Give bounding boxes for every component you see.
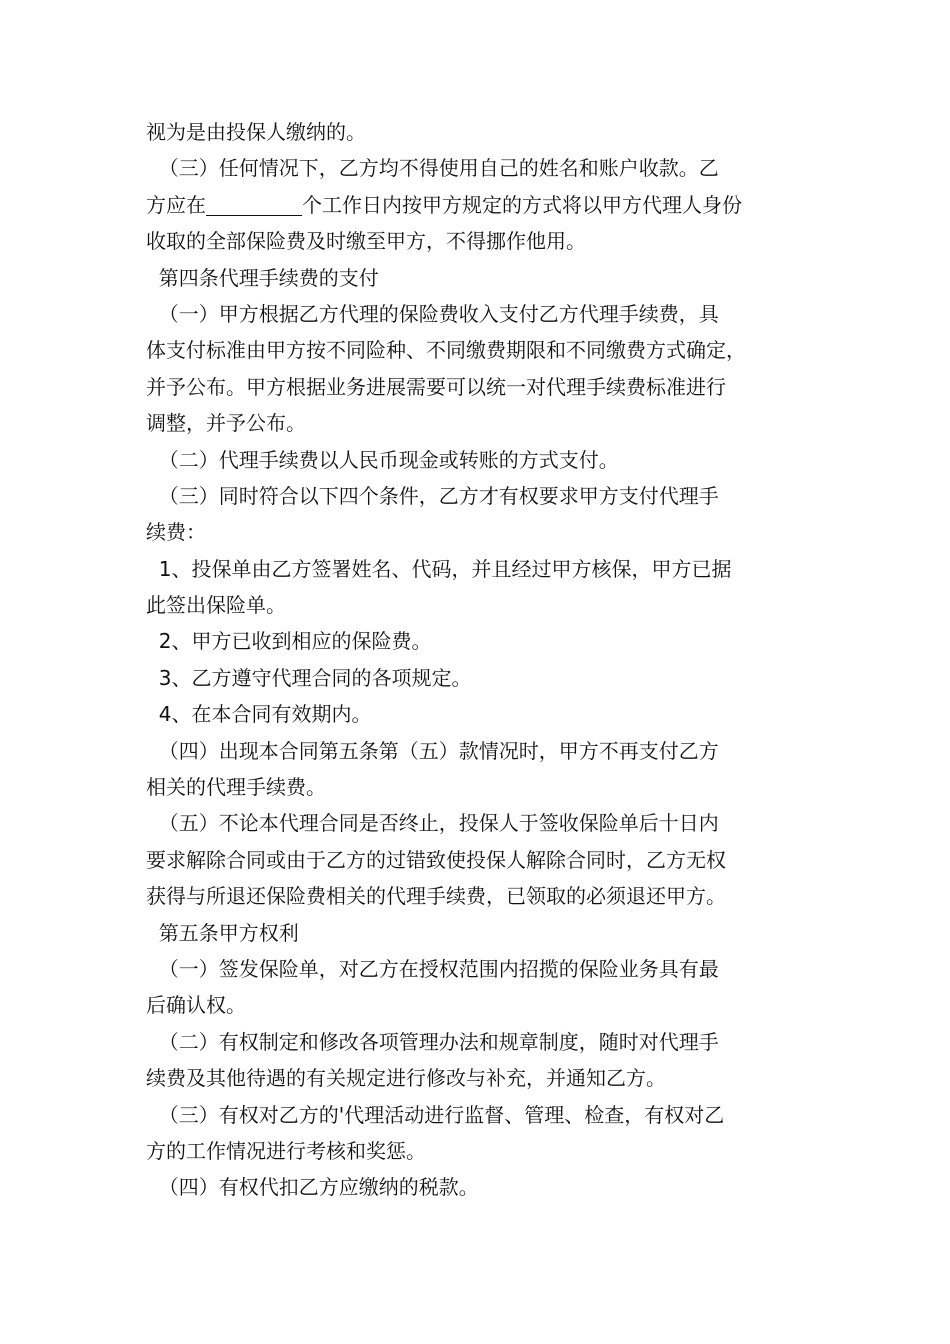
text-line: （三）同时符合以下四个条件，乙方才有权要求甲方支付代理手: [146, 483, 719, 508]
text-line: 相关的代理手续费。: [146, 775, 326, 800]
text-line: （二）有权制定和修改各项管理办法和规章制度，随时对代理手: [146, 1029, 719, 1054]
list-item: 1、投保单由乙方签署姓名、代码，并且经过甲方核保，甲方已据: [146, 556, 732, 581]
text-line: （一）签发保险单，对乙方在授权范围内招揽的保险业务具有最: [146, 956, 719, 981]
text-line: 并予公布。甲方根据业务进展需要可以统一对代理手续费标准进行: [146, 374, 726, 399]
text-line: （五）不论本代理合同是否终止，投保人于签收保险单后十日内: [146, 811, 719, 836]
list-item: 4、在本合同有效期内。: [146, 702, 372, 727]
fill-in-blank: [206, 193, 302, 216]
text-line: （三）任何情况下，乙方均不得使用自己的姓名和账户收款。乙: [146, 156, 719, 181]
text-line: 体支付标准由甲方按不同险种、不同缴费期限和不同缴费方式确定，: [146, 338, 746, 363]
text-line: 视为是由投保人缴纳的。: [146, 120, 366, 144]
list-item: 2、甲方已收到相应的保险费。: [146, 629, 432, 654]
text-segment: 个工作日内按甲方规定的方式将以甲方代理人身份: [302, 192, 742, 217]
document-page: [146, 114, 816, 1206]
text-line: （三）有权对乙方的'代理活动进行监督、管理、检查，有权对乙: [146, 1102, 725, 1127]
text-line: 调整，并予公布。: [146, 411, 306, 436]
section-heading: 第四条代理手续费的支付: [146, 265, 379, 290]
text-line: 方的工作情况进行考核和奖惩。: [146, 1138, 426, 1163]
section-heading: 第五条甲方权利: [146, 920, 299, 945]
text-line: （二）代理手续费以人民币现金或转账的方式支付。: [146, 447, 619, 472]
text-line: （四）出现本合同第五条第（五）款情况时，甲方不再支付乙方: [146, 738, 719, 763]
text-line: 要求解除合同或由于乙方的过错致使投保人解除合同时，乙方无权: [146, 847, 726, 872]
text-line: 续费及其他待遇的有关规定进行修改与补充，并通知乙方。: [146, 1066, 666, 1091]
text-line: 获得与所退还保险费相关的代理手续费，已领取的必须退还甲方。: [146, 884, 726, 909]
text-line: 此签出保险单。: [146, 593, 286, 618]
list-item: 3、乙方遵守代理合同的各项规定。: [146, 665, 472, 690]
text-line: 收取的全部保险费及时缴至甲方，不得挪作他用。: [146, 229, 586, 254]
text-segment: 方应在: [146, 192, 206, 217]
text-line: （一）甲方根据乙方代理的保险费收入支付乙方代理手续费，具: [146, 301, 719, 326]
text-line: 续费：: [146, 520, 206, 545]
text-line: （四）有权代扣乙方应缴纳的税款。: [146, 1175, 479, 1200]
text-line-with-blank: [146, 187, 816, 223]
text-line: 后确认权。: [146, 993, 246, 1018]
